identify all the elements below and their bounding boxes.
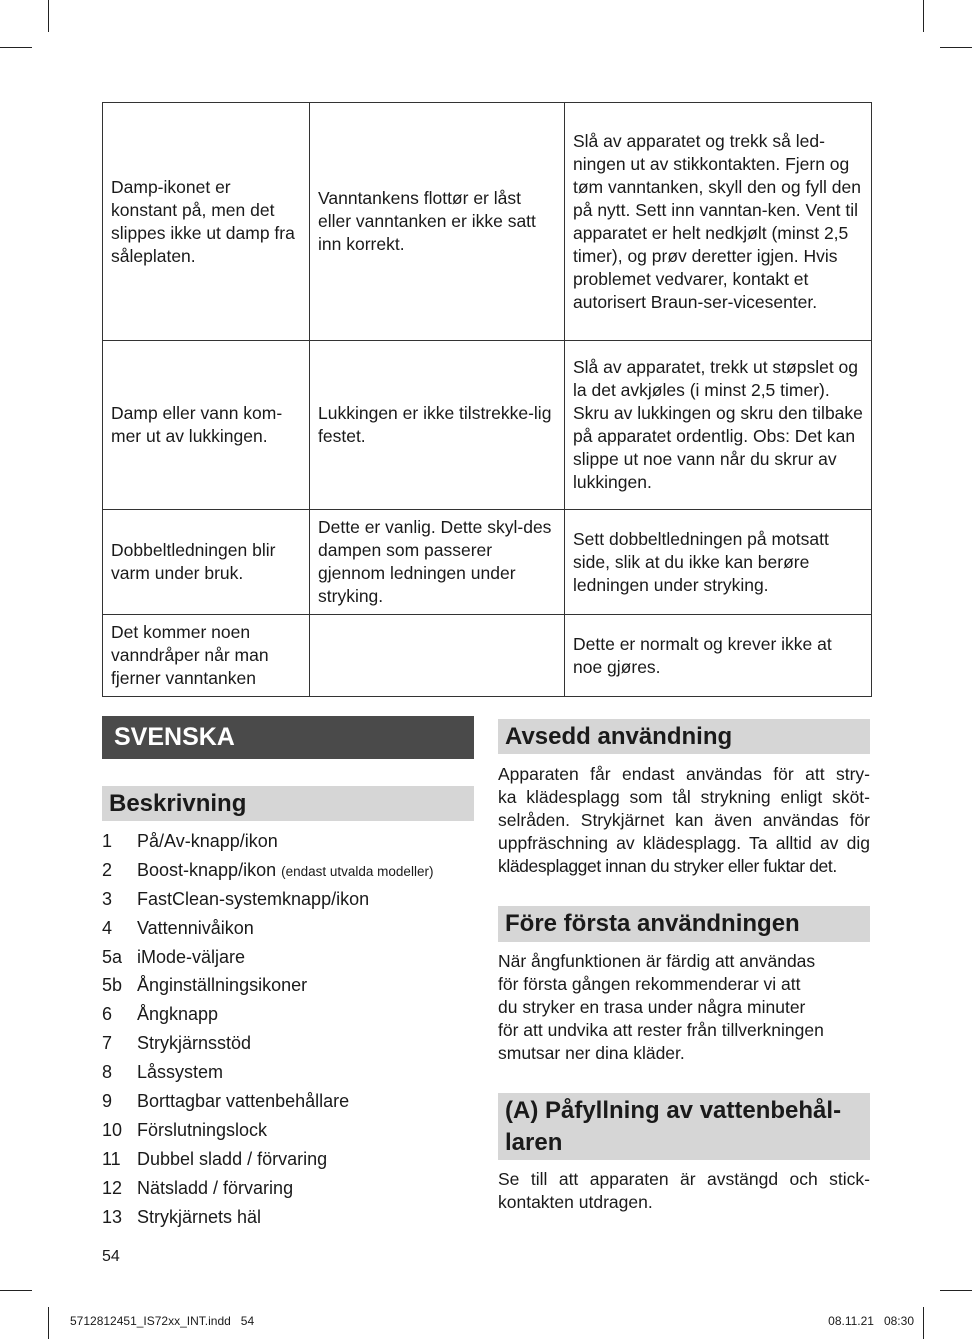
list-item	[102, 856, 474, 885]
cause-cell: Lukkingen er ikke tilstrekke-lig festet.	[310, 341, 565, 510]
crop-mark	[940, 47, 972, 48]
list-item	[102, 1174, 474, 1203]
crop-mark	[923, 0, 924, 32]
parts-list	[102, 827, 474, 1231]
remedy-cell: Dette er normalt og krever ikke at noe gjøres.	[565, 615, 872, 697]
item-number: 2	[102, 859, 113, 880]
list-item	[102, 1087, 474, 1116]
item-label: FastClean-systemknapp/ikon	[137, 888, 370, 909]
item-number: 1	[102, 831, 113, 851]
list-item	[102, 1029, 474, 1058]
item-number: 5a	[102, 946, 123, 967]
item-label: iMode-väljare	[137, 946, 246, 967]
item-number: 13	[102, 1206, 123, 1227]
text-line: du stryker en trasa under några minuter	[498, 997, 806, 1017]
list-item	[102, 827, 474, 856]
item-number: 7	[102, 1033, 113, 1054]
text-line: smutsar ner dina kläder.	[498, 1043, 685, 1063]
list-item	[102, 1203, 474, 1232]
intended-use-heading: Avsedd användning	[498, 719, 870, 754]
text-line: Apparaten får endast användas för att stry-	[498, 764, 870, 784]
crop-mark	[48, 1307, 49, 1339]
list-item	[102, 914, 474, 943]
text-line: När ångfunktionen är färdig att användas	[498, 951, 816, 971]
list-item	[102, 1058, 474, 1087]
crop-mark	[48, 0, 49, 32]
item-number: 5b	[102, 975, 123, 996]
item-number: 12	[102, 1177, 123, 1198]
crop-mark	[0, 47, 32, 48]
heading-line: (A) Påfyllning av vattenbehål-	[505, 1097, 842, 1124]
problem-cell: Damp-ikonet er konstant på, men det slippes ikke ut damp fra såleplaten.	[103, 103, 310, 341]
table-row	[103, 615, 872, 697]
item-label: Dubbel sladd / förvaring	[137, 1148, 328, 1169]
table-row	[103, 103, 872, 341]
crop-mark	[0, 1290, 32, 1291]
text-line: uppfräschning av klädesplagg. Ta alltid av dig	[498, 833, 870, 853]
description-heading: Beskrivning	[102, 786, 474, 821]
list-item	[102, 885, 474, 914]
crop-mark	[940, 1290, 972, 1291]
table-row	[103, 341, 872, 510]
item-note: (endast utvalda modeller)	[281, 863, 434, 879]
list-item	[102, 1116, 474, 1145]
list-item	[102, 1000, 474, 1029]
item-label: Strykjärnets häl	[137, 1206, 262, 1227]
text-line: Se till att apparaten är avstängd och stick-	[498, 1169, 870, 1189]
list-item	[102, 943, 474, 972]
table-row	[103, 510, 872, 615]
remedy-cell: Slå av apparatet og trekk så led-ningen ut av stikkontakten. Fjern og tøm vanntanken, skyll den og fyll den på nytt. Sett inn vanntan-ken. Vent til apparatet er helt nedkjølt (minst 2,5 timer), og prøv deretter igjen. Hvis problemet vedvarer, kontakt et autorisert Braun-ser-vicesenter.	[565, 103, 872, 341]
text-line: kontakten utdragen.	[498, 1192, 653, 1212]
cause-cell	[310, 615, 565, 697]
item-label: Strykjärnsstöd	[137, 1033, 252, 1054]
item-number: 4	[102, 917, 113, 938]
text-line: ka klädesplagg som tål strykning enligt sköt-	[498, 787, 870, 807]
text-line: klädesplagget innan du stryker eller fuktar det.	[498, 856, 837, 876]
text-line: för att undvika att rester från tillverkningen	[498, 1020, 824, 1040]
item-label: Borttagbar vattenbehållare	[137, 1091, 350, 1112]
footer-file: 5712812451_IS72xx_INT.indd 54	[70, 1314, 255, 1328]
heading-line: laren	[505, 1129, 563, 1156]
page-number: 54	[102, 1248, 120, 1265]
filling-heading	[498, 1093, 870, 1160]
item-label: Ångknapp	[137, 1004, 219, 1025]
item-number: 8	[102, 1062, 113, 1083]
cause-cell: Dette er vanlig. Dette skyl-des dampen som passerer gjennom ledningen under stryking.	[310, 510, 565, 615]
text-line: selråden. Strykjärnet kan även användas för	[498, 810, 870, 830]
item-label: Boost-knapp/ikon	[137, 859, 277, 880]
filling-text	[498, 1168, 870, 1214]
intended-use-text	[498, 763, 870, 878]
cause-cell: Vanntankens flottør er låst eller vanntanken er ikke satt inn korrekt.	[310, 103, 565, 341]
footer-date: 08.11.21 08:30	[828, 1314, 914, 1328]
item-label: Förslutningslock	[137, 1119, 268, 1140]
item-label: Låssystem	[137, 1062, 224, 1083]
problem-cell: Damp eller vann kom-mer ut av lukkingen.	[103, 341, 310, 510]
item-label: På/Av-knapp/ikon	[137, 831, 278, 851]
problem-cell: Dobbeltledningen blir varm under bruk.	[103, 510, 310, 615]
item-label: Vattennivåikon	[137, 917, 254, 938]
item-label: Nätsladd / förvaring	[137, 1177, 294, 1198]
language-heading: SVENSKA	[102, 716, 474, 759]
first-use-text	[498, 950, 870, 1065]
troubleshooting-table	[102, 102, 872, 697]
item-number: 11	[102, 1148, 121, 1169]
list-item	[102, 1145, 474, 1174]
remedy-cell: Slå av apparatet, trekk ut støpslet og la det avkjøles (i minst 2,5 timer). Skru av lukkingen og skru den tilbake på apparatet ordentlig. Obs: Det kan slippe ut noe vann når du skrur av lukkingen.	[565, 341, 872, 510]
problem-cell: Det kommer noen vanndråper når man fjerner vanntanken	[103, 615, 310, 697]
text-line: för första gången rekommenderar vi att	[498, 974, 801, 994]
remedy-cell: Sett dobbeltledningen på motsatt side, slik at du ikke kan berøre ledningen under stryking.	[565, 510, 872, 615]
item-number: 9	[102, 1091, 113, 1112]
item-number: 6	[102, 1004, 113, 1025]
first-use-heading: Före första användningen	[498, 906, 870, 942]
item-label: Ånginställningsikoner	[137, 975, 308, 996]
crop-mark	[923, 1307, 924, 1339]
item-number: 10	[102, 1119, 123, 1140]
list-item	[102, 971, 474, 1000]
item-number: 3	[102, 888, 113, 909]
